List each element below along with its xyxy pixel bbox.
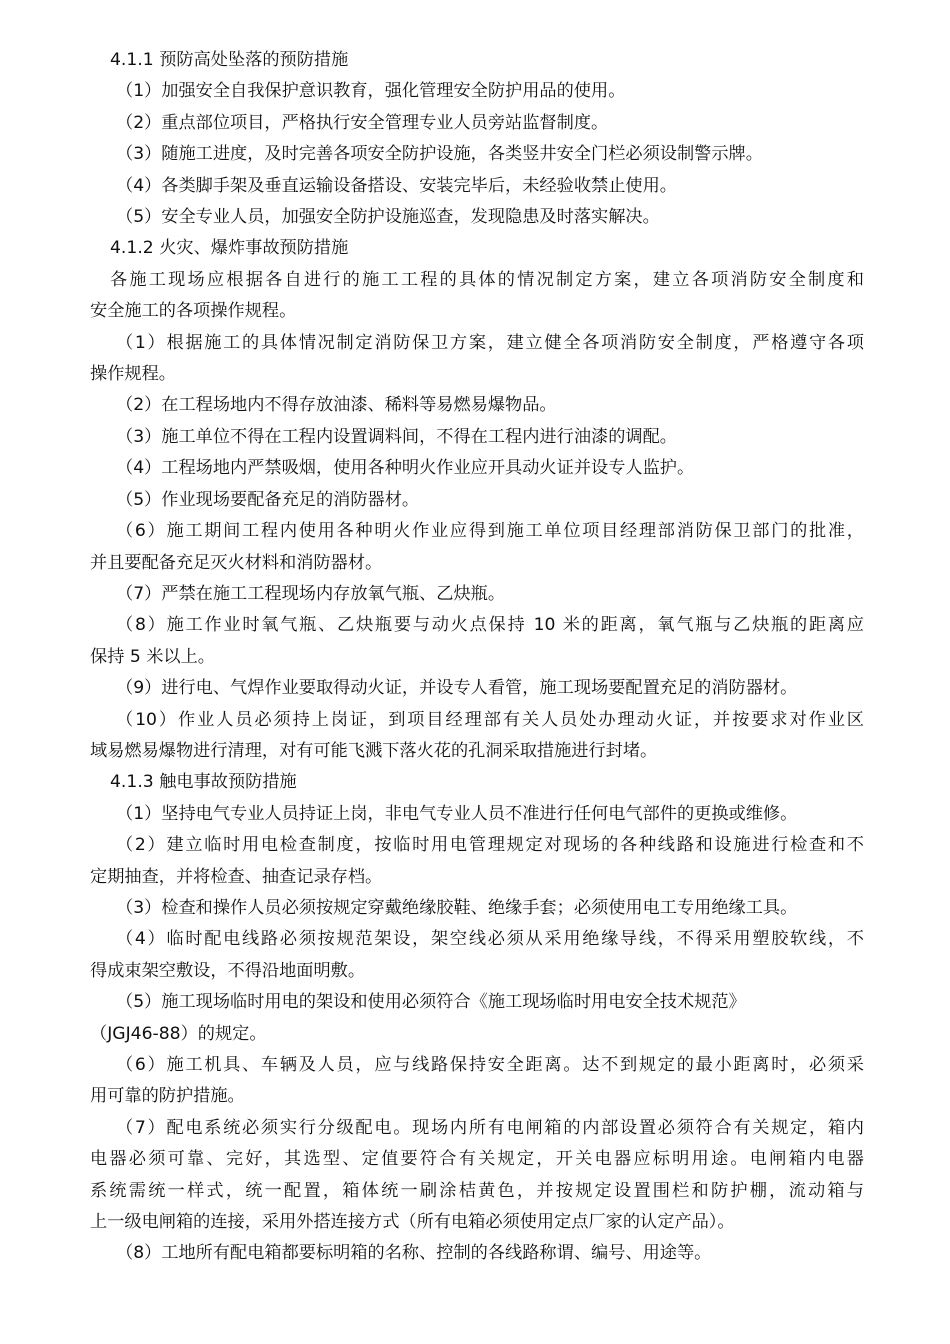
paragraph-line: 系统需统一样式，统一配置，箱体统一刷涂桔黄色，并按规定设置围栏和防护棚，流动箱与 [90,1180,864,1201]
paragraph-line: 各施工现场应根据各自进行的施工工程的具体的情况制定方案，建立各项消防安全制度和 [110,269,864,290]
paragraph-line: 电器必须可靠、完好，其选型、定值要符合有关规定，开关电器应标明用途。电闸箱内电器 [90,1149,864,1170]
paragraph-line: （5）安全专业人员，加强安全防护设施巡查，发现隐患及时落实解决。 [116,207,660,228]
paragraph-line: （4）临时配电线路必须按规范架设，架空线必须从采用绝缘导线，不得采用塑胶软线，不 [116,929,864,950]
paragraph-line: （10）作业人员必须持上岗证，到项目经理部有关人员处办理动火证，并按要求对作业区 [116,709,864,730]
paragraph-line: （3）施工单位不得在工程内设置调料间，不得在工程内进行油漆的调配。 [116,426,677,447]
paragraph-line: 用可靠的防护措施。 [90,1086,245,1107]
section-heading-4-1-2: 4.1.2 火灾、爆炸事故预防措施 [110,238,349,259]
paragraph-line: 得成束架空敷设，不得沿地面明敷。 [90,960,366,981]
paragraph-line: （1）坚持电气专业人员持证上岗，非电气专业人员不准进行任何电气部件的更换或维修。 [116,803,798,824]
paragraph-line: （3）随施工进度，及时完善各项安全防护设施，各类竖井安全门栏必须设制警示牌。 [116,144,763,165]
paragraph-line: （5）作业现场要配备充足的消防器材。 [116,489,420,510]
paragraph-line: 操作规程。 [90,364,176,385]
paragraph-line: （2）重点部位项目，严格执行安全管理专业人员旁站监督制度。 [116,112,609,133]
paragraph-line: （8）工地所有配电箱都要标明箱的名称、控制的各线路称谓、编号、用途等。 [116,1243,712,1264]
paragraph-line: （5）施工现场临时用电的架设和使用必须符合《施工现场临时用电安全技术规范》 [116,992,746,1013]
paragraph-line: （1）根据施工的具体情况制定消防保卫方案，建立健全各项消防安全制度，严格遵守各项 [116,332,864,353]
paragraph-line: （4）各类脚手架及垂直运输设备搭设、安装完毕后，未经验收禁止使用。 [116,175,677,196]
paragraph-line: （7）配电系统必须实行分级配电。现场内所有电闸箱的内部设置必须符合有关规定，箱内 [116,1117,864,1138]
paragraph-line: 并且要配备充足灭火材料和消防器材。 [90,552,383,573]
paragraph-line: 保持 5 米以上。 [90,646,215,667]
paragraph-line: （6）施工期间工程内使用各种明火作业应得到施工单位项目经理部消防保卫部门的批准， [116,521,864,542]
paragraph-line: （3）检查和操作人员必须按规定穿戴绝缘胶鞋、绝缘手套；必须使用电工专用绝缘工具。 [116,897,798,918]
paragraph-line: （7）严禁在施工工程现场内存放氧气瓶、乙炔瓶。 [116,583,506,604]
paragraph-line: （8）施工作业时氧气瓶、乙炔瓶要与动火点保持 10 米的距离，氧气瓶与乙炔瓶的距离应 [116,615,864,636]
paragraph-line: （9）进行电、气焊作业要取得动火证，并设专人看管，施工现场要配置充足的消防器材。 [116,678,798,699]
paragraph-line: 安全施工的各项操作规程。 [90,301,297,322]
paragraph-line: （1）加强安全自我保护意识教育，强化管理安全防护用品的使用。 [116,81,626,102]
paragraph-line: 定期抽查，并将检查、抽查记录存档。 [90,866,383,887]
section-heading-4-1-3: 4.1.3 触电事故预防措施 [110,772,297,793]
paragraph-line: 域易燃易爆物进行清理，对有可能飞溅下落火花的孔洞采取措施进行封堵。 [90,740,658,761]
paragraph-line: （2）在工程场地内不得存放油漆、稀料等易燃易爆物品。 [116,395,557,416]
section-heading-4-1-1: 4.1.1 预防高处坠落的预防措施 [110,50,349,70]
paragraph-line: （6）施工机具、车辆及人员，应与线路保持安全距离。达不到规定的最小距离时，必须采 [116,1055,864,1075]
paragraph-line: （JGJ46-88）的规定。 [90,1023,267,1044]
paragraph-line: （4）工程场地内严禁吸烟，使用各种明火作业应开具动火证并设专人监护。 [116,458,695,479]
paragraph-line: 上一级电闸箱的连接，采用外搭连接方式（所有电箱必须使用定点厂家的认定产品）。 [90,1212,735,1233]
paragraph-line: （2）建立临时用电检查制度，按临时用电管理规定对现场的各种线路和设施进行检查和不 [116,835,864,856]
